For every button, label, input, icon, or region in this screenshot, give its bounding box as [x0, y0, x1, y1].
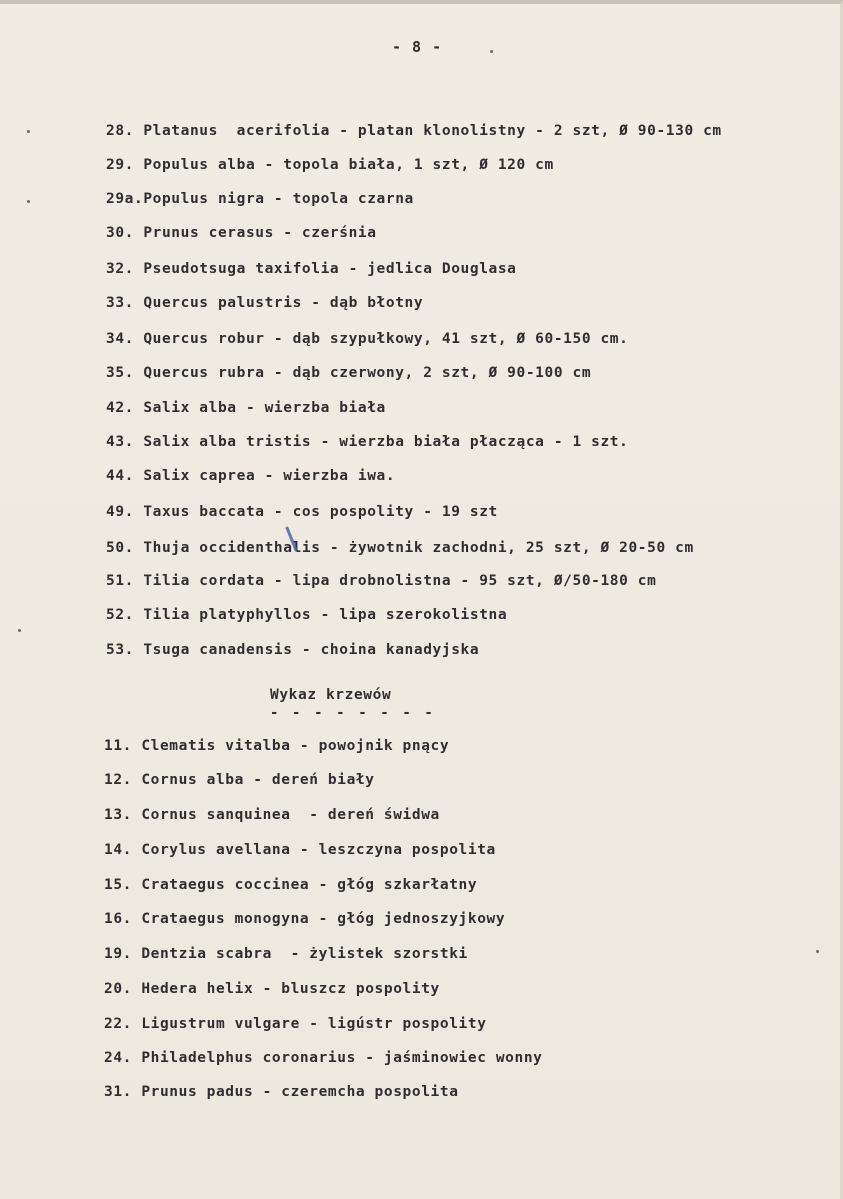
list-item: 33. Quercus palustris - dąb błotny: [106, 295, 424, 311]
list-item: 14. Corylus avellana - leszczyna pospolita: [104, 842, 496, 858]
list-item: 28. Platanus acerifolia - platan klonolistny - 2 szt, Ø 90-130 cm: [106, 123, 722, 139]
list-item: 42. Salix alba - wierzba biała: [106, 400, 386, 416]
list-item: 30. Prunus cerasus - czerśnia: [106, 225, 377, 241]
margin-speck: [27, 130, 30, 133]
list-item: 43. Salix alba tristis - wierzba biała płacząca - 1 szt.: [106, 434, 629, 450]
margin-speck: [816, 950, 819, 953]
list-item: 22. Ligustrum vulgare - ligústr pospolity: [104, 1016, 487, 1032]
list-item: 15. Crataegus coccinea - głóg szkarłatny: [104, 877, 478, 893]
list-item: 32. Pseudotsuga taxifolia - jedlica Douglasa: [106, 261, 517, 277]
list-item: 44. Salix caprea - wierzba iwa.: [106, 468, 396, 484]
list-item: 49. Taxus baccata - cos pospolity - 19 szt: [106, 504, 498, 520]
list-item: 34. Quercus robur - dąb szypułkowy, 41 szt, Ø 60-150 cm.: [106, 331, 629, 347]
list-item: 51. Tilia cordata - lipa drobnolistna - 95 szt, Ø/50-180 cm: [106, 573, 657, 589]
heading-underline: - - - - - - - -: [270, 705, 436, 721]
list-item: 35. Quercus rubra - dąb czerwony, 2 szt, Ø 90-100 cm: [106, 365, 592, 381]
margin-speck: [490, 50, 493, 53]
list-item: 50. Thuja occidenthalis - żywotnik zachodni, 25 szt, Ø 20-50 cm: [106, 540, 694, 556]
list-item: 20. Hedera helix - bluszcz pospolity: [104, 981, 440, 997]
list-item: 19. Dentzia scabra - żylistek szorstki: [104, 946, 468, 962]
list-item: 11. Clematis vitalba - powojnik pnący: [104, 738, 450, 754]
list-item: 52. Tilia platyphyllos - lipa szerokolistna: [106, 607, 508, 623]
list-item: 12. Cornus alba - dereń biały: [104, 772, 375, 788]
list-item: 13. Cornus sanquinea - dereń świdwa: [104, 807, 440, 823]
list-item: 16. Crataegus monogyna - głóg jednoszyjkowy: [104, 911, 506, 927]
margin-speck: [27, 200, 30, 203]
section-heading: Wykaz krzewów: [270, 687, 392, 703]
list-item: 31. Prunus padus - czeremcha pospolita: [104, 1084, 459, 1100]
page-number: - 8 -: [392, 38, 443, 56]
list-item: 29a.Populus nigra - topola czarna: [106, 191, 414, 207]
list-item: 24. Philadelphus coronarius - jaśminowiec wonny: [104, 1050, 543, 1066]
list-item: 53. Tsuga canadensis - choina kanadyjska: [106, 642, 480, 658]
margin-speck: [18, 629, 21, 632]
list-item: 29. Populus alba - topola biała, 1 szt, Ø 120 cm: [106, 157, 554, 173]
